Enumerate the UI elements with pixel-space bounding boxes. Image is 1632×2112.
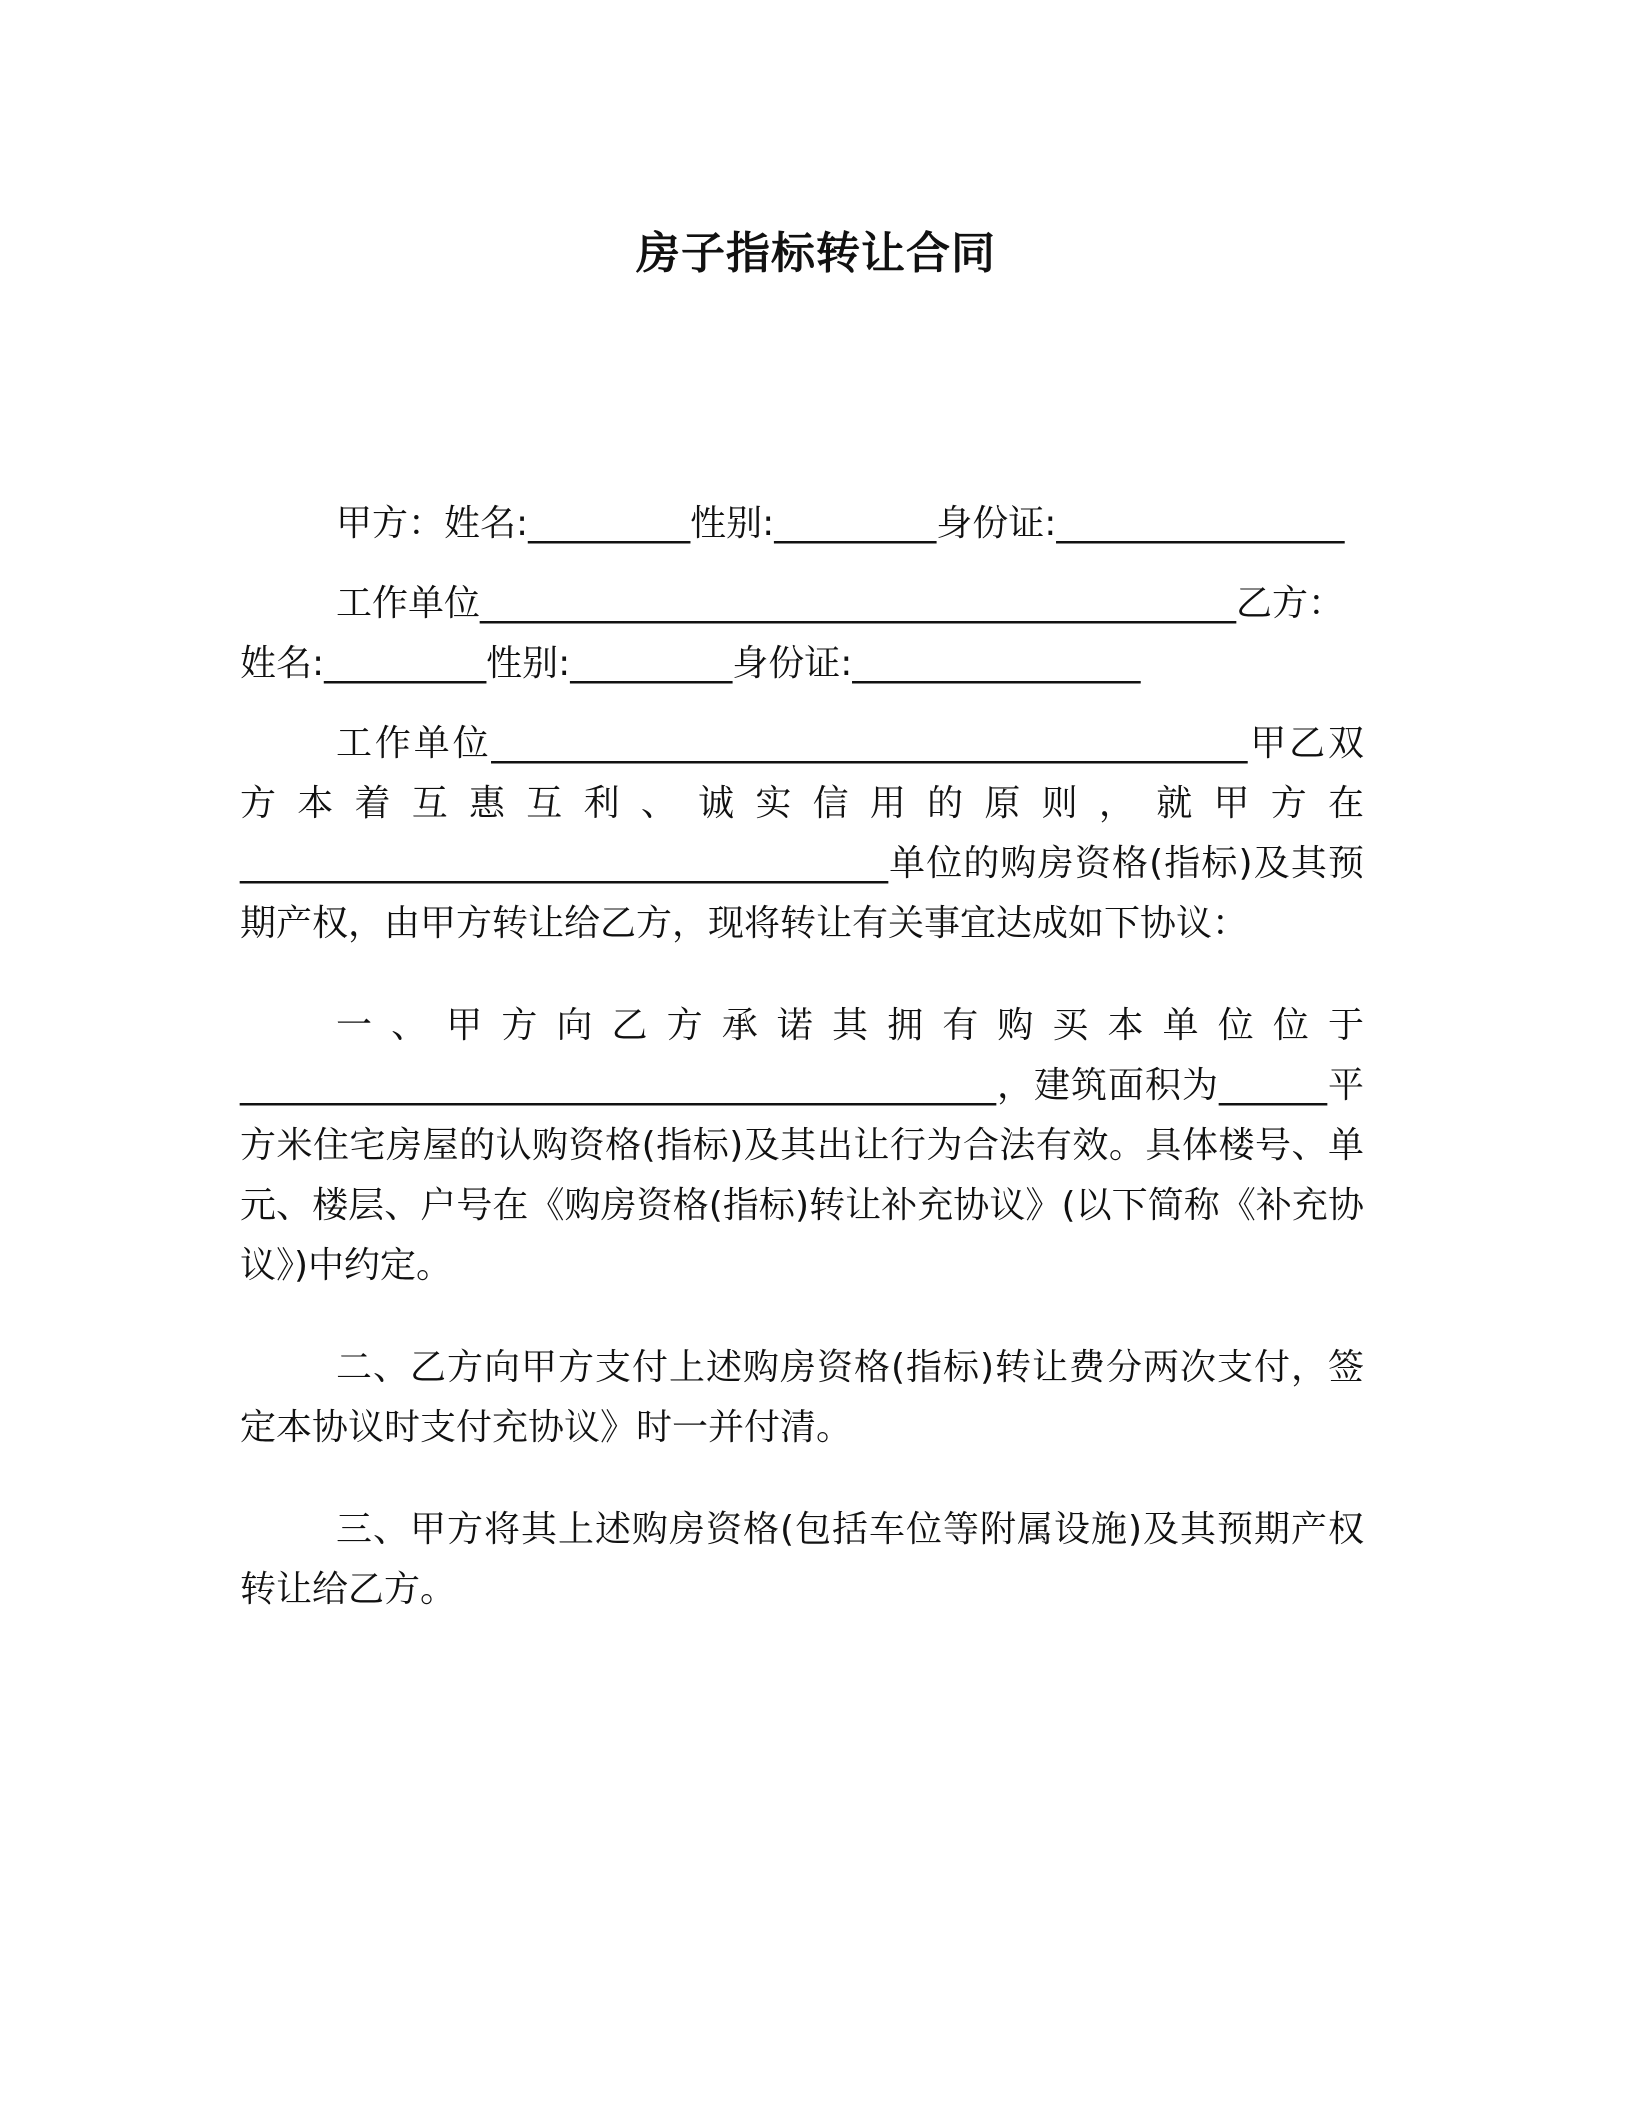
party-a-work-unit: 工作单位__________________________________________乙方： [336,583,1345,624]
contract-body [240,494,1364,1620]
party-b-info: 姓名:_________性别:_________身份证:________________ [240,643,1141,684]
document-title: 房子指标转让合同 [636,228,996,279]
party-b-work-unit-paragraph: 工作单位__________________________________________甲乙双方本着互惠互利、诚实信用的原则，就甲方在____________________________________单位的购房资格(指标)及其预期产权，由甲方转让给乙方，现将转让有关事宜达成如下协议： [240,723,1364,944]
clause-2: 二、乙方向甲方支付上述购房资格(指标)转让费分两次支付，签定本协议时支付充协议》时一并付清。 [240,1347,1364,1448]
clause-1: 一、甲方向乙方承诺其拥有购买本单位位于__________________________________________，建筑面积为______平方米住宅房屋的认购资格(指标)及其出让行为合法有效。具体楼号、单元、楼层、户号在《购房资格(指标)转让补充协议》(以下简称《补充协议》)中约定。 [240,1005,1364,1286]
party-a-info: 甲方：姓名:_________性别:_________身份证:________________ [336,503,1345,544]
clause-3: 三、甲方将其上述购房资格(包括车位等附属设施)及其预期产权转让给乙方。 [240,1509,1364,1610]
